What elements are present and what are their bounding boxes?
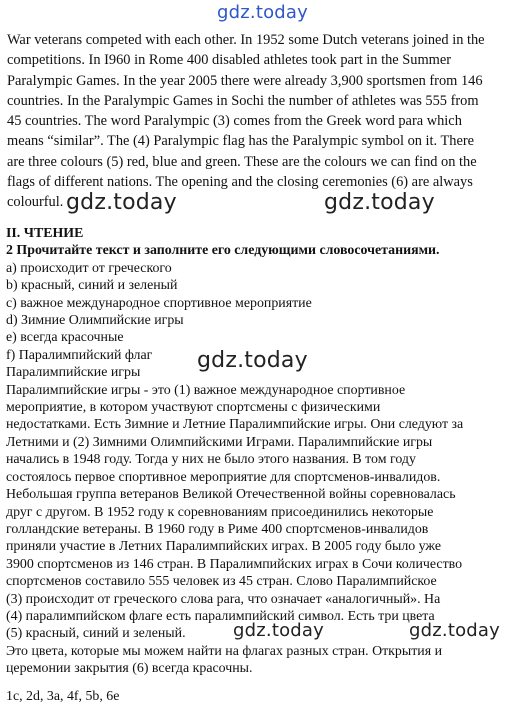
russian-line: начались в 1948 году. Тогда у них не было этого названия. В том году — [6, 452, 416, 468]
english-line: Paralympic Games. In the year 2005 there were already 3,900 sportsmen from 146 — [7, 72, 483, 89]
english-line: flags of different nations. The opening and the closing ceremonies (6) are always — [7, 174, 473, 191]
russian-line: приняли участие в Летних Паралимпийских играх. В 2005 году было уже — [6, 539, 442, 555]
watermark-bottom-right: gdz.today — [409, 620, 501, 641]
russian-line: друг с другом. В 1952 году к соревнованиям присоединились некоторые — [6, 504, 434, 520]
russian-line: (4) паралимпийском флаге есть паралимпийский символ. Есть три цвета — [6, 608, 435, 624]
russian-line: Летними и (2) Зимними Олимпийскими Играми. Паралимпийские игры — [6, 434, 433, 450]
russian-line: спортсменов составило 555 человек из 45 стран. Слово Паралимпийское — [6, 574, 437, 590]
english-line: means “similar”. The (4) Paralympic flag has the Paralympic symbol on it. There — [7, 133, 475, 150]
section-heading: II. ЧТЕНИЕ — [6, 226, 84, 241]
option-item: c) важное международное спортивное мероприятие — [6, 295, 312, 311]
russian-line: состоялось первое спортивное мероприятие для спортсменов-инвалидов. — [6, 469, 441, 485]
watermark-right: gdz.today — [324, 190, 435, 215]
option-item: f) Паралимпийский флаг — [6, 347, 153, 363]
option-item: a) происходит от греческого — [6, 260, 172, 276]
russian-line: церемонии закрытия (6) всегда красочны. — [6, 661, 253, 677]
option-item: d) Зимние Олимпийские игры — [6, 313, 184, 329]
watermark-center: gdz.today — [197, 348, 308, 373]
watermark-left: gdz.today — [66, 190, 177, 215]
russian-line: голландские ветераны. В 1960 году в Риме 400 спортсменов-инвалидов — [6, 521, 429, 537]
russian-line: мероприятие, в котором участвуют спортсмены с физическими — [6, 400, 381, 416]
russian-line: Небольшая группа ветеранов Великой Отечественной войны соревновалась — [6, 487, 456, 503]
watermark-top: gdz.today — [217, 2, 309, 23]
russian-line: (5) красный, синий и зеленый. — [6, 626, 186, 642]
english-paragraph — [7, 30, 513, 213]
reading-section — [6, 225, 514, 705]
english-line: 45 countries. The word Paralympic (3) comes from the Greek word para which — [7, 113, 462, 130]
answer-key: 1c, 2d, 3a, 4f, 5b, 6e — [6, 688, 120, 704]
text-title: Паралимпийские игры — [6, 365, 141, 381]
watermark-bottom-left: gdz.today — [233, 620, 325, 641]
russian-line: Паралимпийские игры - это (1) важное международное спортивное — [6, 382, 406, 398]
english-line: countries. In the Paralympic Games in Sochi the number of athletes was 555 from — [7, 92, 479, 109]
russian-line: (3) происходит от греческого слова para, что означает «аналогичный». На — [6, 591, 441, 607]
task-instruction: 2 Прочитайте текст и заполните его следующими словосочетаниями. — [6, 243, 440, 259]
option-item: b) красный, синий и зеленый — [6, 278, 178, 294]
english-line: are three colours (5) red, blue and green. These are the colours we can find on the — [7, 153, 477, 170]
russian-line: Это цвета, которые мы можем найти на флагах разных стран. Открытия и — [6, 643, 443, 659]
russian-line: недостатками. Есть Зимние и Летние Паралимпийские игры. Они следуют за — [6, 417, 464, 433]
option-item: e) всегда красочные — [6, 330, 124, 346]
english-line: colourful. — [7, 194, 64, 211]
english-line: War veterans competed with each other. In 1952 some Dutch veterans joined in the — [7, 32, 485, 48]
english-line: competitions. In I960 in Rome 400 disabled athletes took part in the Summer — [7, 52, 452, 69]
russian-line: 3900 спортсменов из 146 стран. В Паралимпийских играх в Сочи количество — [6, 556, 463, 572]
